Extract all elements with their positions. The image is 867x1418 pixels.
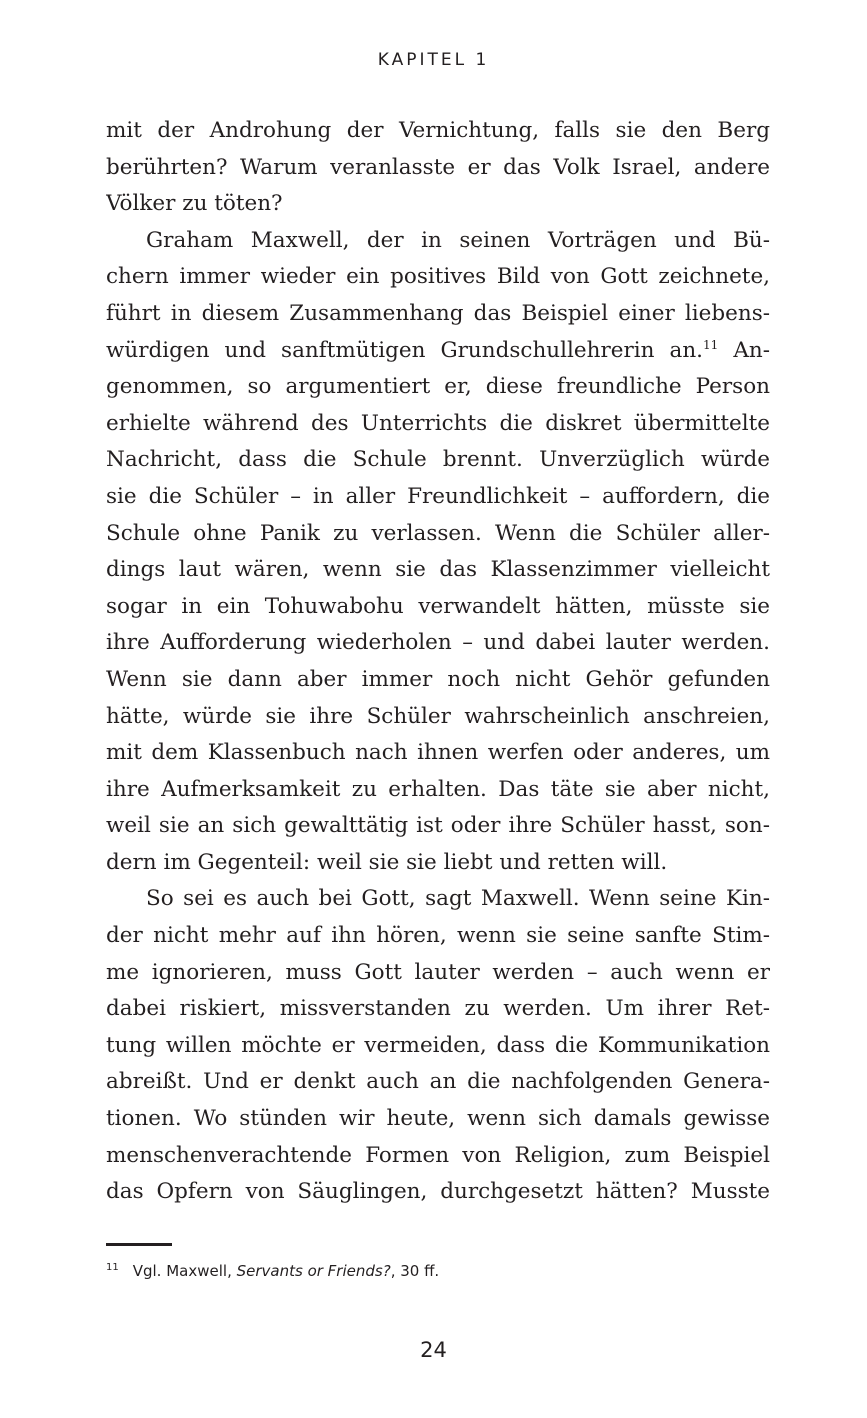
text-line: sogar in ein Tohuwabohu verwandelt hätten, müsste sie xyxy=(106,593,770,619)
text-line: Wenn sie dann aber immer noch nicht Gehör gefunden xyxy=(106,666,770,692)
text-line: dabei riskiert, missverstanden zu werden. Um ihrer Ret- xyxy=(106,996,770,1022)
text-line: menschenverachtende Formen von Religion, zum Beispiel xyxy=(106,1142,770,1168)
text-line: abreißt. Und er denkt auch an die nachfolgenden Genera- xyxy=(106,1069,770,1095)
text-line: genommen, so argumentiert er, diese freundliche Person xyxy=(106,374,770,400)
footnote xyxy=(106,1262,439,1280)
footnote-suffix: , 30 ff. xyxy=(390,1262,440,1280)
text-line: me ignorieren, muss Gott lauter werden – auch wenn er xyxy=(106,959,770,985)
footnote-number: 11 xyxy=(106,1262,119,1273)
text-line: hätte, würde sie ihre Schüler wahrscheinlich anschreien, xyxy=(106,703,770,729)
text-line: tionen. Wo stünden wir heute, wenn sich damals gewisse xyxy=(106,1106,770,1132)
footnote-prefix: Vgl. Maxwell, xyxy=(132,1262,237,1280)
text-line: der nicht mehr auf ihn hören, wenn sie seine sanfte Stim- xyxy=(106,923,770,949)
text-line: ihre Aufforderung wiederholen – und dabei lauter werden. xyxy=(106,630,770,656)
text-line: Völker zu töten? xyxy=(106,191,283,217)
text-line: Schule ohne Panik zu verlassen. Wenn die Schüler aller- xyxy=(106,520,770,546)
text-line: sie die Schüler – in aller Freundlichkeit – auffordern, die xyxy=(106,483,770,509)
chapter-header: KAPITEL 1 xyxy=(377,50,490,70)
text-line: mit dem Klassenbuch nach ihnen werfen oder anderes, um xyxy=(106,740,770,766)
text-line: Nachricht, dass die Schule brennt. Unverzüglich würde xyxy=(106,447,770,473)
footnote-title: Servants or Friends? xyxy=(236,1262,391,1280)
text-line-with-footnote-ref xyxy=(106,333,770,370)
text-line: Graham Maxwell, der in seinen Vorträgen und Bü- xyxy=(146,227,770,253)
text-line: weil sie an sich gewalttätig ist oder ihre Schüler hasst, son- xyxy=(106,813,770,839)
text-line: dings laut wären, wenn sie das Klassenzimmer vielleicht xyxy=(106,557,770,583)
text-line: chern immer wieder ein positives Bild von Gott zeichnete, xyxy=(106,264,770,290)
text-line: So sei es auch bei Gott, sagt Maxwell. Wenn seine Kin- xyxy=(146,886,770,912)
text-segment: An- xyxy=(718,337,770,363)
text-line: erhielte während des Unterrichts die diskret übermittelte xyxy=(106,410,770,436)
text-line: berührten? Warum veranlasste er das Volk Israel, andere xyxy=(106,154,770,180)
text-line: tung willen möchte er vermeiden, dass die Kommunikation xyxy=(106,1032,770,1058)
text-line: dern im Gegenteil: weil sie sie liebt und retten will. xyxy=(106,849,668,875)
text-segment: würdigen und sanftmütigen Grundschullehrerin an. xyxy=(106,337,704,363)
text-line: führt in diesem Zusammenhang das Beispiel einer liebens- xyxy=(106,300,770,326)
page-number: 24 xyxy=(420,1338,447,1362)
footnote-separator xyxy=(106,1243,172,1246)
footnote-reference[interactable]: 11 xyxy=(703,337,719,352)
body-text xyxy=(106,113,770,1211)
text-line: das Opfern von Säuglingen, durchgesetzt hätten? Musste xyxy=(106,1179,770,1205)
text-line: ihre Aufmerksamkeit zu erhalten. Das täte sie aber nicht, xyxy=(106,776,770,802)
text-line: mit der Androhung der Vernichtung, falls sie den Berg xyxy=(106,118,770,143)
